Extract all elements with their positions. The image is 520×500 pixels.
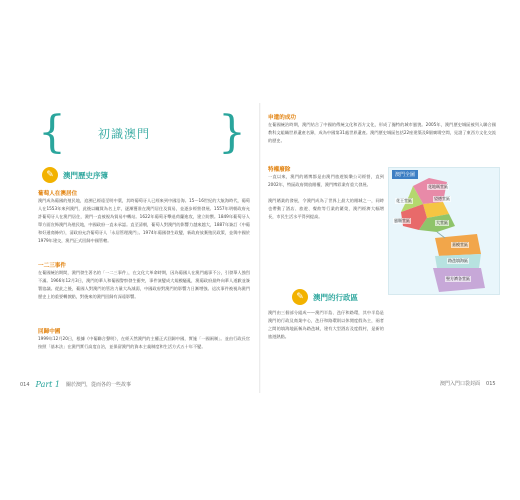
- paragraph-gaming-2: 澳門賭業的發展，令澳門成為了世界上最大的賭城之一，同時也帶動了酒店、旅遊、餐飲等行業的繁榮，澳門經濟大幅增長，市民生活水平得到提高。: [268, 198, 384, 219]
- paragraph-gaming: 一直以來，澳門的賭博都是由澳門旅遊娛樂公司經營，直到2002年，特區政府開放賭權，澳門博彩業有重大發展。: [268, 174, 384, 187]
- subheading-return: 回歸中國: [38, 329, 61, 335]
- map-label-carmo: 嘉模堂區: [452, 242, 468, 247]
- feather-icon: ✎: [42, 167, 58, 183]
- chapter-header: [38, 107, 246, 158]
- paragraph-123-incident: 在葡國統治期間，澳門發生著名的「一二三事件」，在文化大革命時期，因為葡國人在澳門處事不公，引發華人強烈不滿。1966年12月3日，澳門的華人和葡國警察發生衝突，事件演變成大規模騷亂，澳葡政府最終向華人道歉並簽署協議。從此之後，葡國人對澳門的管治力量大為減弱，中國政府對澳門的影響力日漸增強。這次事件被視為澳門歷史上的重要轉捩點，對後來的澳門回歸有深遠影響。: [38, 270, 250, 299]
- subheading-heritage: 申遺的成功: [268, 115, 296, 121]
- map-label-lourenco: 風順堂區: [394, 218, 410, 223]
- subheading-123-incident: 一二三事件: [38, 263, 66, 269]
- section-badge-districts: [292, 289, 358, 305]
- right-running-head: 澳門入門口袋封面: [440, 381, 481, 387]
- section-badge-history: [42, 167, 108, 183]
- paragraph-return: 1999年12月20日，根據《中葡聯合聲明》，在經天然澳門的主權正式回歸中國，實施「一國兩制」。並由行政長官按照「基本法」在澳門實行高度自治，並保留澳門的資本主義制度和生活方式五十年不變。: [38, 336, 250, 349]
- feather-icon: ✎: [292, 289, 308, 305]
- right-brace: }: [218, 107, 246, 158]
- map-title: 澳門全圖: [392, 170, 418, 179]
- map-label-antonio: 花王堂區: [396, 198, 412, 203]
- map-label-francisco: 聖方濟各堂區: [446, 276, 470, 281]
- right-folio: [440, 380, 496, 387]
- left-page: [16, 103, 260, 393]
- section-title-districts: 澳門的行政區: [313, 292, 358, 302]
- book-spine: [259, 103, 261, 393]
- page-number-right: 015: [486, 380, 496, 387]
- map-label-lazarus: 望德堂區: [434, 196, 450, 201]
- page-number-left: 014: [20, 381, 30, 388]
- section-title-history: 澳門歷史序簿: [63, 170, 108, 180]
- right-page: [262, 103, 506, 393]
- chapter-title: 初識澳門: [98, 127, 151, 141]
- paragraph-districts: 澳門由三個部分組成——澳門半島、氹仔和路環，其中半島是澳門的行政及商業中心，氹仔和路環則以休閒度假為主，兩者之間的填海地區稱為路氹城，建有大型酒店及度假村，是新的旅遊熱點。: [268, 310, 384, 339]
- paragraph-heritage: 在葡國統治時期，澳門結合了中國的傳統文化和西方文化，形成了獨特的城市風貌。2005年，澳門歷史城區被列入聯合國教科文組織世界遺產名錄，成為中國第31處世界遺產。澳門歷史城區包括22座建築及8個廣場空間，見證了東西方文化交流的歷史。: [268, 122, 496, 143]
- left-running-head: 關於澳門，從而各的一些故事: [66, 382, 132, 388]
- paragraph-portuguese: 澳門成為葡國的殖民地，追溯已經遠至明中葉，其時葡萄牙人已經來到中國沿海。15～16世紀的大航海時代，葡萄人在1553年來到澳門，此後以曬貨為名上岸，逐漸獲准在澳門居住及貿易，並逐步經營發展。1557年明朝政府允許葡萄牙人在澳門居住，澳門一直被視為貿易中轉站。1622年葡萄牙擊退荷蘭進攻，建立防禦。1849年葡萄牙人單方面宣佈澳門為殖民地，中國政府一直未承認。直至清朝，葡萄人對澳門的影響力越來越大，1887年簽訂《中葡和好通商條約》，清政府允許葡萄牙人「永居管理澳門」。1974年葡國發生政變，新政府放棄殖民政策，並與中國於1979年建交，澳門正式回歸中國管轄。: [38, 198, 250, 243]
- map-label-se: 大堂區: [436, 220, 448, 225]
- map-label-cotai: 路氹填海區: [448, 258, 468, 263]
- subheading-portuguese: 葡萄人在澳居住: [38, 191, 78, 197]
- subheading-gaming: 特權廢除: [268, 167, 291, 173]
- bridge-line: [437, 232, 445, 238]
- macau-map: [388, 167, 500, 295]
- part-label: Part 1: [35, 380, 61, 389]
- map-label-fatima: 花地瑪堂區: [428, 184, 448, 189]
- left-brace: {: [38, 107, 66, 158]
- left-folio: [20, 380, 131, 389]
